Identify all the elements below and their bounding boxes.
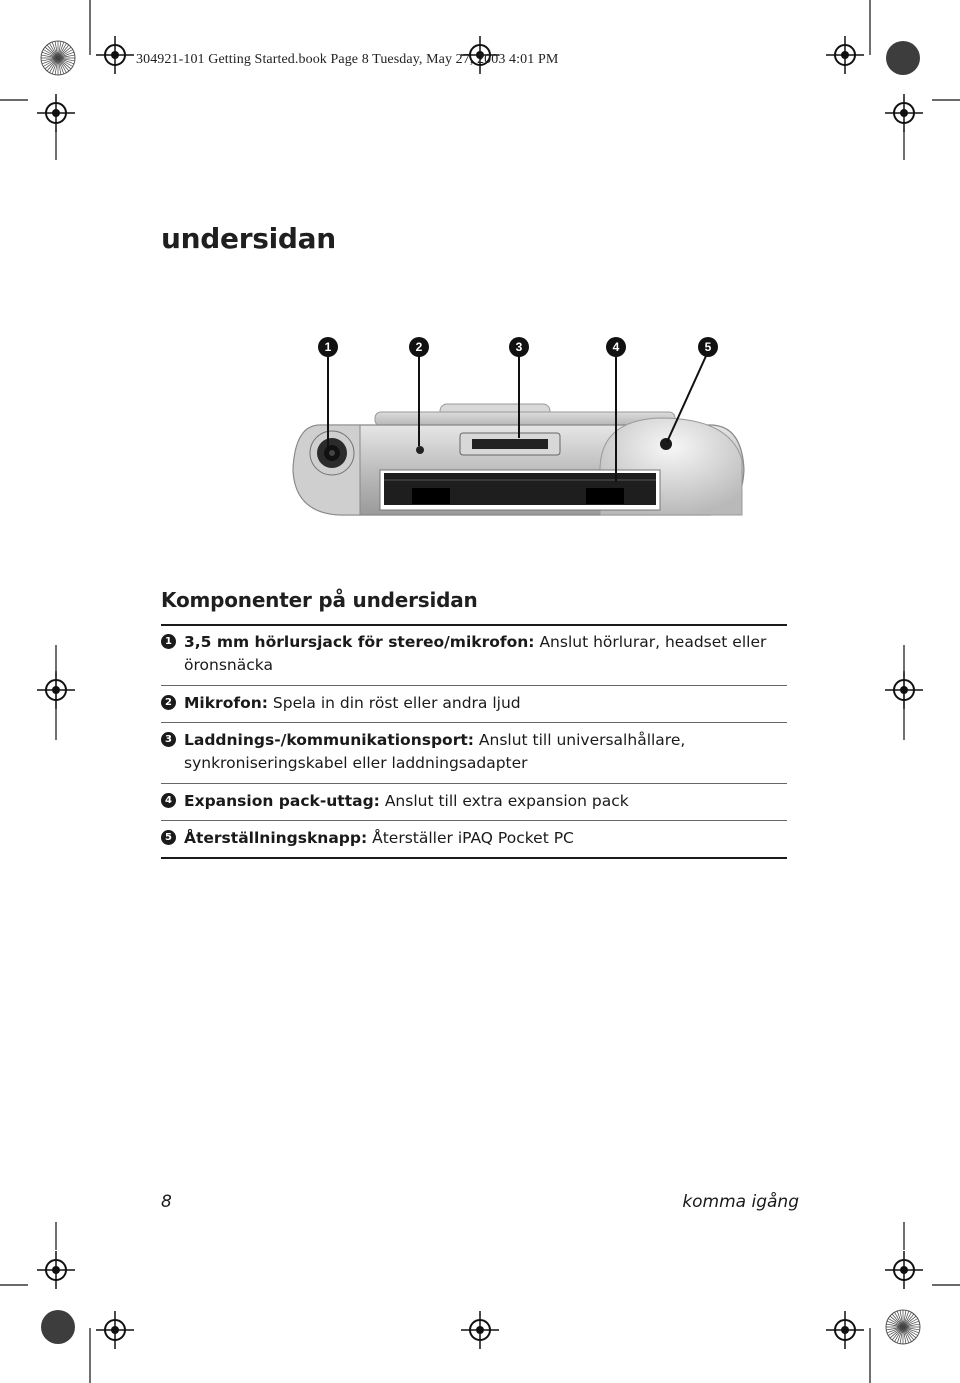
registration-mark xyxy=(826,36,864,74)
registration-mark xyxy=(37,94,75,132)
list-item xyxy=(161,722,787,783)
list-item xyxy=(161,820,787,857)
device-bottom-illustration xyxy=(280,320,760,530)
components-title: Komponenter på undersidan xyxy=(161,588,478,612)
item-number: 2 xyxy=(161,695,176,710)
registration-mark xyxy=(826,1311,864,1349)
callout-2: 2 xyxy=(415,340,423,354)
list-item xyxy=(161,783,787,820)
item-description: Spela in din röst eller andra ljud xyxy=(272,694,521,712)
sunburst-mark xyxy=(886,1310,920,1344)
item-number: 3 xyxy=(161,732,176,747)
item-term: Återställningsknapp: xyxy=(184,829,368,847)
registration-mark xyxy=(885,671,923,709)
registration-mark xyxy=(885,1251,923,1289)
list-item xyxy=(161,626,787,685)
item-description: Anslut till universalhållare, synkroniseringskabel eller laddningsadapter xyxy=(184,731,686,772)
item-term: Laddnings-/kommunikationsport: xyxy=(184,731,474,749)
item-description: Anslut hörlurar, headset eller öronsnäcka xyxy=(184,633,767,674)
page-number: 8 xyxy=(161,1192,172,1212)
section-title: undersidan xyxy=(161,222,336,255)
callout-4: 4 xyxy=(612,340,620,354)
item-description: Anslut till extra expansion pack xyxy=(384,792,629,810)
gray-disc-mark xyxy=(41,1310,75,1344)
item-term: Mikrofon: xyxy=(184,694,268,712)
print-slug: 304921-101 Getting Started.book Page 8 Tuesday, May 27, 2003 4:01 PM xyxy=(136,52,559,67)
item-number: 4 xyxy=(161,793,176,808)
item-description: Återställer iPAQ Pocket PC xyxy=(372,829,574,847)
registration-mark xyxy=(37,671,75,709)
list-item xyxy=(161,685,787,722)
registration-mark xyxy=(885,94,923,132)
registration-mark xyxy=(461,1311,499,1349)
gray-disc-mark xyxy=(886,41,920,75)
callout-5: 5 xyxy=(704,340,712,354)
item-number: 1 xyxy=(161,634,176,649)
callout-markers xyxy=(318,337,718,357)
sunburst-mark xyxy=(41,41,75,75)
chapter-title: komma igång xyxy=(682,1192,799,1212)
callout-1: 1 xyxy=(324,340,332,354)
item-term: 3,5 mm hörlursjack för stereo/mikrofon: xyxy=(184,633,535,651)
registration-mark xyxy=(37,1251,75,1289)
item-term: Expansion pack-uttag: xyxy=(184,792,380,810)
callout-3: 3 xyxy=(515,340,523,354)
components-list xyxy=(161,624,787,859)
registration-mark xyxy=(96,1311,134,1349)
item-number: 5 xyxy=(161,830,176,845)
registration-mark xyxy=(96,36,134,74)
